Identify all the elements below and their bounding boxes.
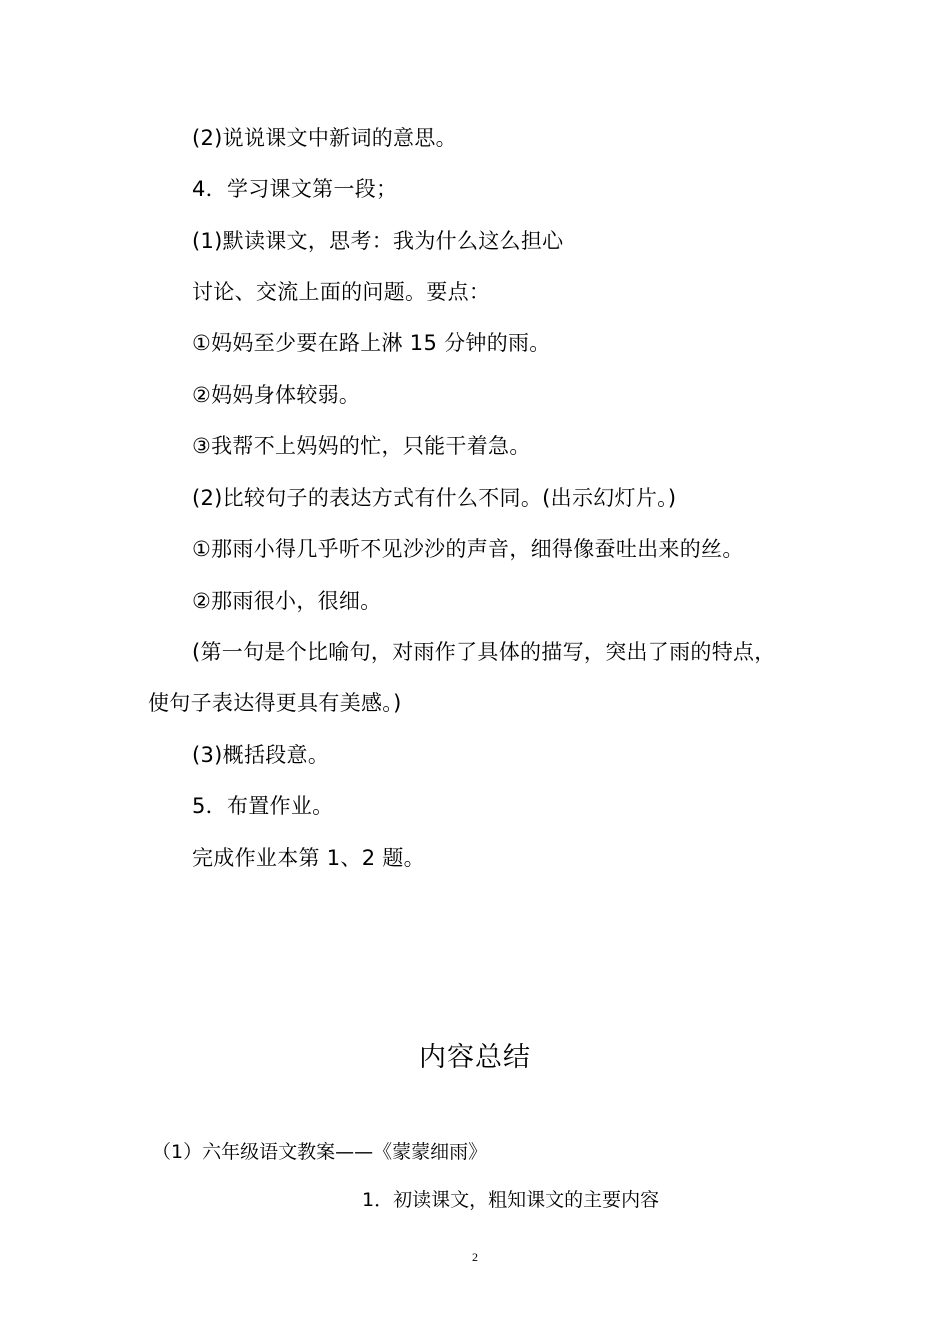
body-line-12: 使句子表达得更具有美感。) — [148, 691, 402, 715]
body-line-3: (1)默读课文，思考：我为什么这么担心 — [192, 229, 564, 253]
page-number: 2 — [472, 1250, 478, 1264]
body-line-4: 讨论、交流上面的问题。要点： — [192, 280, 491, 304]
body-line-5: ①妈妈至少要在路上淋 15 分钟的雨。 — [192, 331, 551, 355]
summary-title: 内容总结 — [419, 1042, 531, 1073]
body-line-10: ②那雨很小，很细。 — [192, 589, 382, 613]
body-line-14: 5．布置作业。 — [192, 794, 334, 818]
body-line-15: 完成作业本第 1、2 题。 — [192, 846, 425, 870]
body-line-8: (2)比较句子的表达方式有什么不同。(出示幻灯片。) — [192, 486, 677, 510]
summary-item-2: 1．初读课文，粗知课文的主要内容 — [362, 1189, 660, 1211]
body-line-2: 4．学习课文第一段； — [192, 177, 398, 201]
body-line-6: ②妈妈身体较弱。 — [192, 383, 361, 407]
summary-item-1: （1）六年级语文教案——《蒙蒙细雨》 — [152, 1141, 488, 1163]
body-line-1: (2)说说课文中新词的意思。 — [192, 126, 457, 150]
body-line-11: (第一句是个比喻句，对雨作了具体的描写，突出了雨的特点， — [192, 640, 776, 664]
body-line-9: ①那雨小得几乎听不见沙沙的声音，细得像蚕吐出来的丝。 — [192, 537, 744, 561]
body-line-7: ③我帮不上妈妈的忙，只能干着急。 — [192, 434, 531, 458]
body-line-13: (3)概括段意。 — [192, 743, 330, 767]
